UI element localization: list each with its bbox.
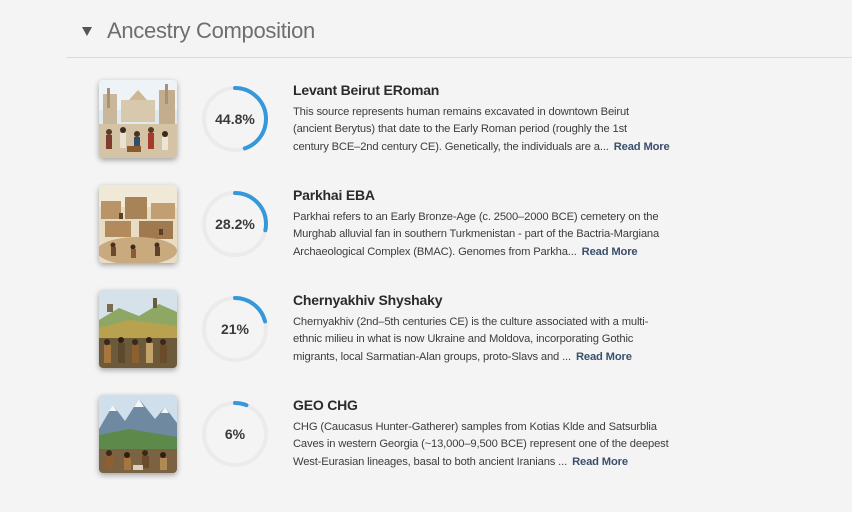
thumbnail-image [99, 80, 177, 158]
percentage-label: 44.8% [215, 111, 255, 127]
section-title[interactable]: Ancestry Composition [107, 18, 315, 43]
thumbnail-image [99, 395, 177, 473]
population-description [293, 419, 723, 471]
percentage-label: 28.2% [215, 216, 255, 232]
description-line-last: Archaeological Complex (BMAC). Genomes from Parkha... Read More [293, 245, 638, 258]
description-line: Murghab alluvial fan in southern Turkmenistan - part of the Bactria-Margiana [293, 228, 660, 241]
description-line-last: migrants, local Sarmatian-Alan groups, proto-Slavs and ... Read More [293, 350, 632, 363]
population-title: Parkhai EBA [293, 187, 375, 203]
description-line-last: West-Eurasian lineages, basal to both ancient Iranians ... Read More [293, 455, 628, 468]
description-line: CHG (Caucasus Hunter-Gatherer) samples from Kotias Klde and Satsurblia [293, 421, 657, 433]
population-title: GEO CHG [293, 397, 358, 413]
description-line: Chernyakhiv (2nd–5th centuries CE) is the culture associated with a multi- [293, 316, 649, 328]
description-line: ethnic milieu in what is now Ukraine and Moldova, incorporating Gothic [293, 333, 634, 346]
population-description [293, 209, 723, 261]
population-description [293, 104, 723, 156]
ancestry-item [0, 395, 852, 485]
percentage-ring [200, 189, 270, 259]
ancestry-item [0, 185, 852, 275]
population-description [293, 314, 723, 366]
population-title: Chernyakhiv Shyshaky [293, 292, 443, 308]
percentage-label: 21% [220, 321, 250, 337]
population-title: Levant Beirut ERoman [293, 82, 440, 98]
ancestry-section-header [0, 0, 852, 58]
ancestry-item [0, 290, 852, 380]
description-line: This source represents human remains excavated in downtown Beirut [293, 106, 629, 118]
percentage-ring [200, 399, 270, 469]
triangle-down-icon[interactable] [80, 24, 94, 38]
read-more-link[interactable]: Read More [572, 455, 628, 468]
read-more-link[interactable]: Read More [581, 245, 638, 258]
thumbnail-image [99, 185, 177, 263]
description-line: Caves in western Georgia (~13,000–9,500 BCE) represent one of the deepest [293, 438, 669, 451]
thumbnail-image [99, 290, 177, 368]
ancestry-item [0, 80, 852, 170]
read-more-link[interactable]: Read More [613, 140, 670, 153]
description-line: Parkhai refers to an Early Bronze-Age (c. 2500–2000 BCE) cemetery on the [293, 211, 659, 223]
header-divider [66, 57, 852, 58]
percentage-ring [200, 294, 270, 364]
description-line: (ancient Berytus) that date to the Early Roman period (roughly the 1st [293, 123, 628, 136]
percentage-label: 6% [224, 426, 246, 442]
description-line-last: century BCE–2nd century CE). Genetically, the individuals are a... Read More [293, 140, 670, 153]
read-more-link[interactable]: Read More [575, 350, 632, 363]
percentage-ring [200, 84, 270, 154]
